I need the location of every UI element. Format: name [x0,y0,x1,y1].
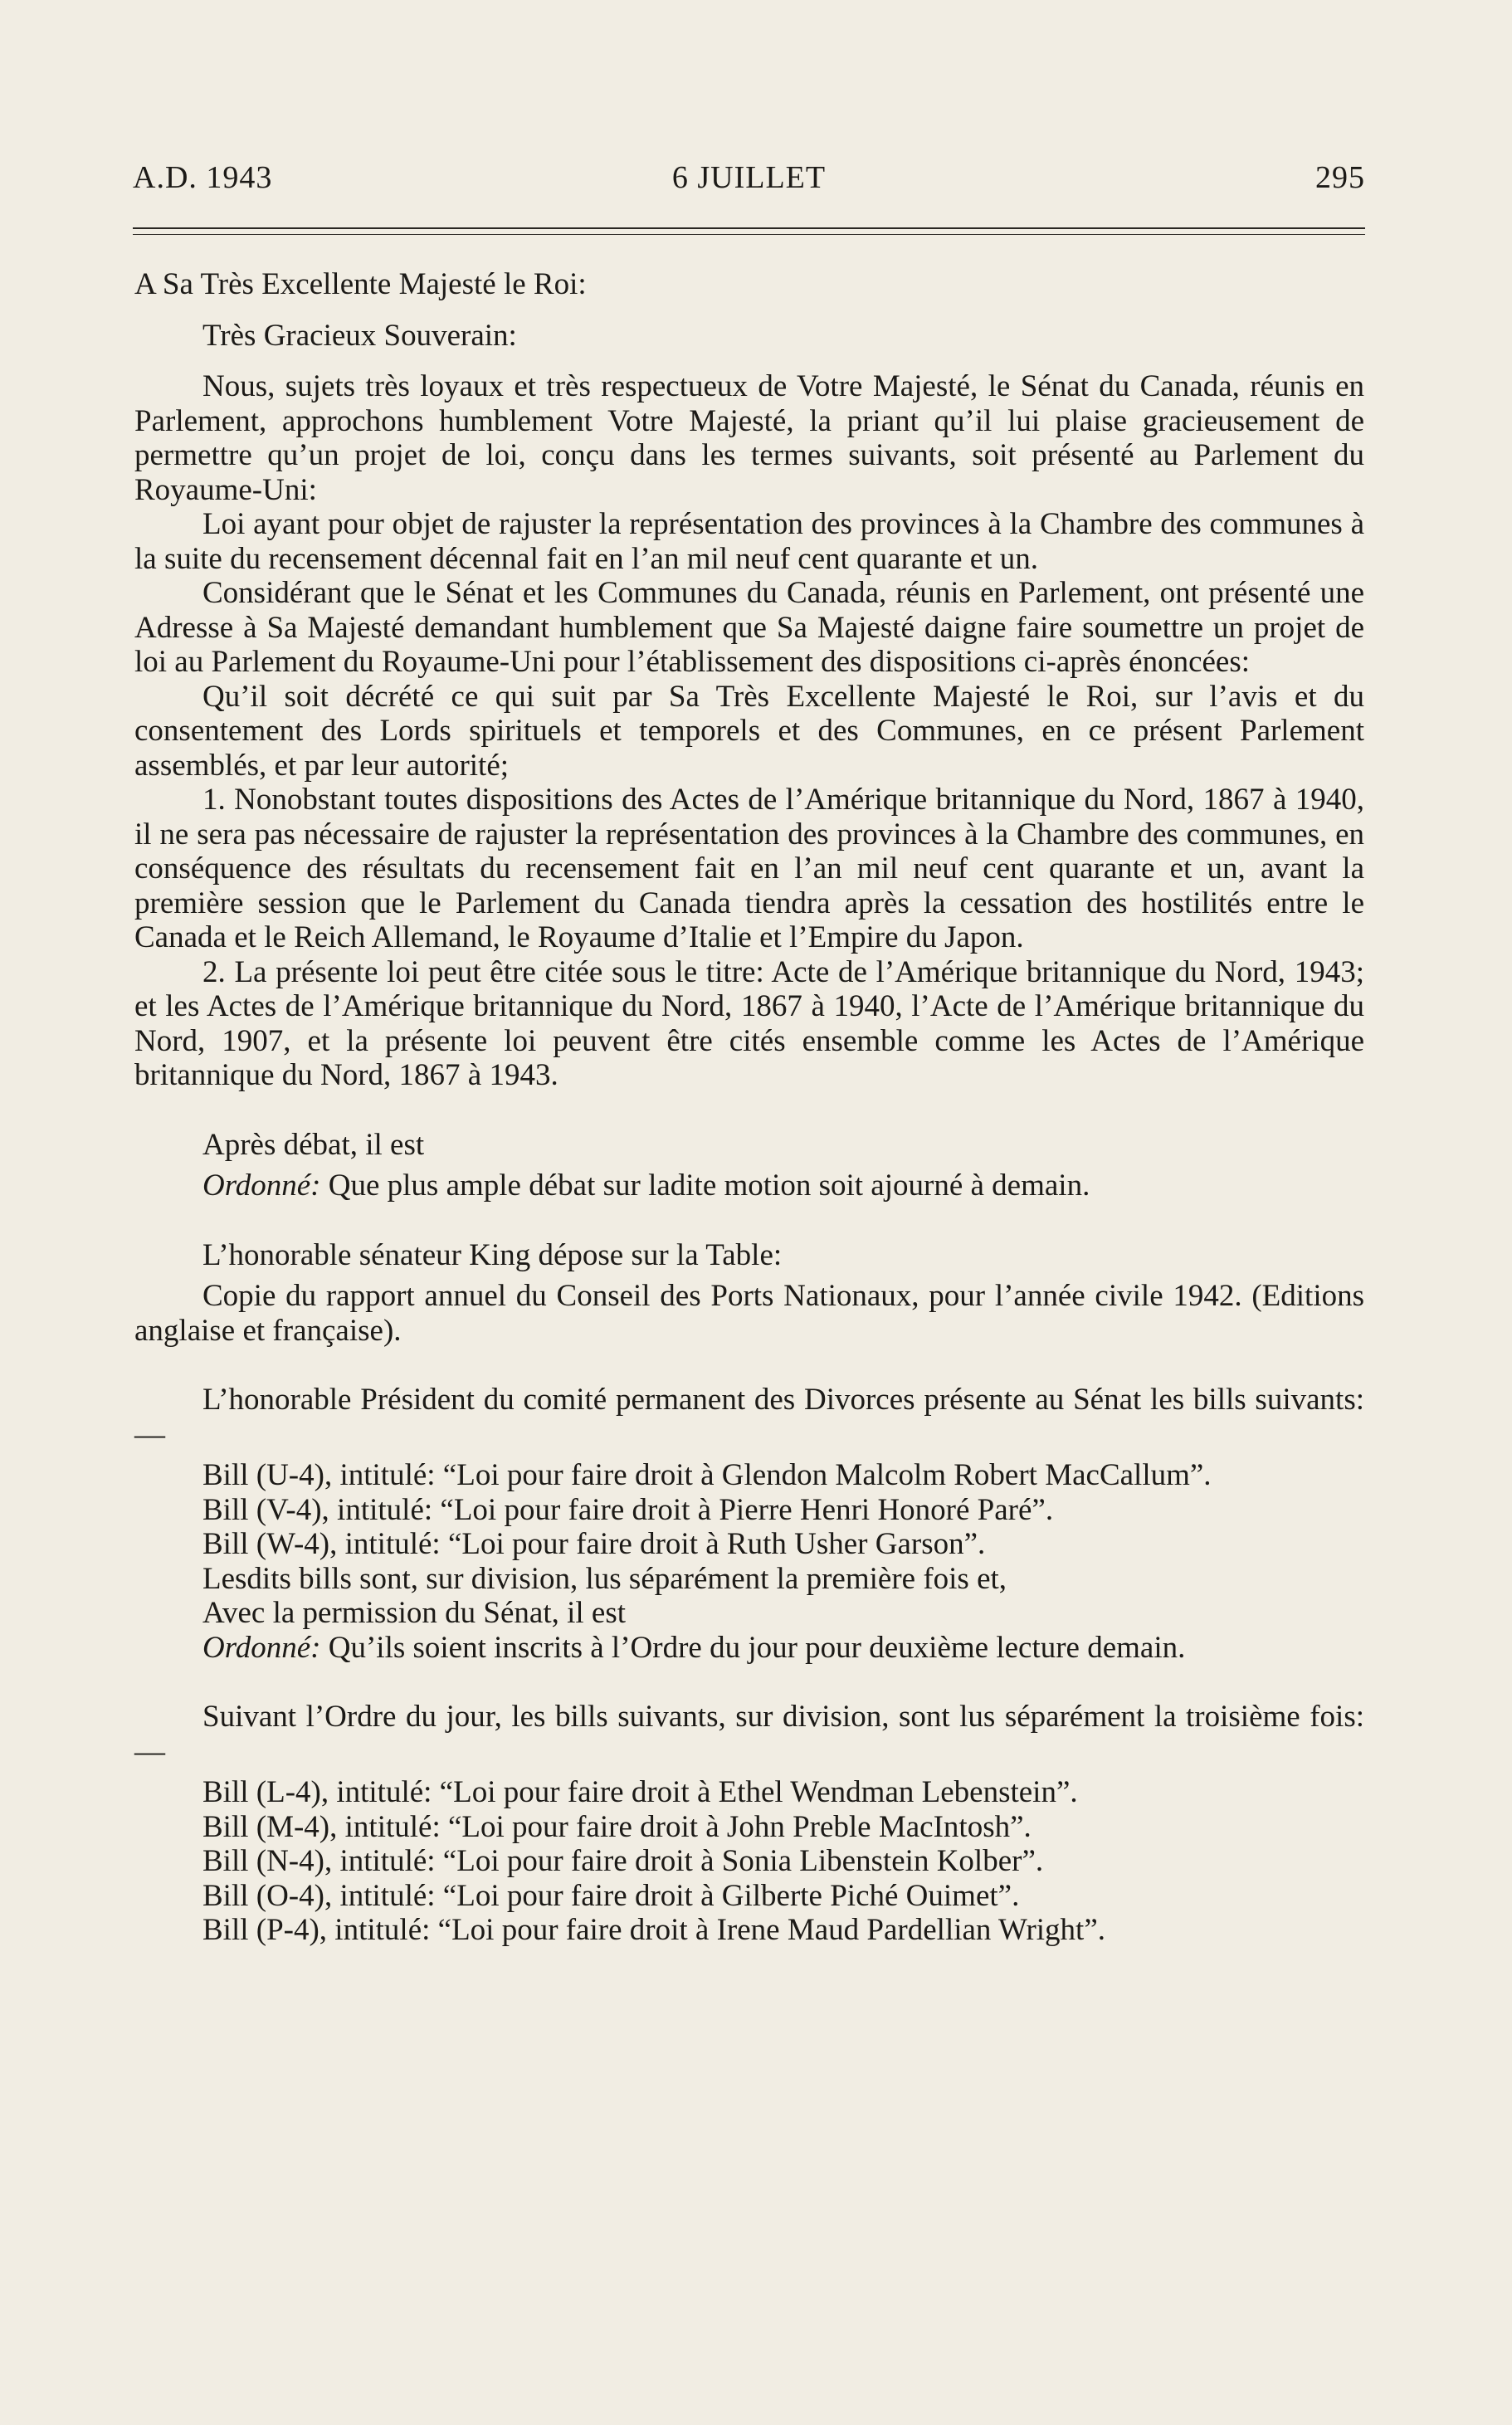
header-date: 6 JUILLET [671,160,827,195]
divorces-read-line: Lesdits bills sont, sur division, lus séparément la première fois et, [202,1561,1007,1596]
header-rule [133,227,1365,229]
third-reading-bill-item: Bill (P-4), intitulé: “Loi pour faire droit à Irene Maud Pardellian Wright”. [202,1913,1105,1947]
address-salutation: A Sa Très Excellente Majesté le Roi: [134,267,587,301]
divorces-permission-line: Avec la permission du Sénat, il est [202,1596,627,1630]
section-1-paragraph: 1. Nonobstant toutes dispositions des Actes de l’Amérique britannique du Nord, 1867 à 1940, il ne sera pas nécessaire de rajuster la représentation des provinces à la Chambre des communes, en conséquence des résultats du recensement fait en l’an mil neuf cent quarante et un, avant la première session que le Parlement du Canada tiendra après la cessation des hostilités entre le Canada et le Reich Allemand, le Royaume d’Italie et l’Empire du Japon. [134,783,1364,954]
enactment-paragraph: Qu’il soit décrété ce qui suit par Sa Très Excellente Majesté le Roi, sur l’avis et du consentement des Lords spirituels et temporels et des Communes, en ce présent Parlement assemblés, et par leur autorité; [134,679,1364,783]
ordered-text: Que plus ample débat sur ladite motion soit ajourné à demain. [320,1169,1090,1203]
header-rule-thin [133,234,1365,235]
divorces-order [134,1631,1364,1666]
ordered-text: Qu’ils soient inscrits à l’Ordre du jour pour deuxième lecture demain. [320,1630,1186,1665]
third-reading-bill-item: Bill (L-4), intitulé: “Loi pour faire droit à Ethel Wendman Lebenstein”. [202,1775,1078,1809]
third-reading-intro: Suivant l’Ordre du jour, les bills suivants, sur division, sont lus séparément la troisième fois:— [134,1700,1364,1769]
header-year: A.D. 1943 [133,160,273,195]
third-reading-bill-item: Bill (M-4), intitulé: “Loi pour faire droit à John Preble MacIntosh”. [202,1809,1032,1844]
king-report: Copie du rapport annuel du Conseil des Ports Nationaux, pour l’année civile 1942. (Editions anglaise et française). [134,1279,1364,1348]
page-number: 295 [1315,160,1365,195]
king-tabling: L’honorable sénateur King dépose sur la Table: [202,1237,783,1272]
page-header [133,159,1365,201]
debate-line: Après débat, il est [202,1127,425,1162]
divorce-bill-item: Bill (W-4), intitulé: “Loi pour faire droit à Ruth Usher Garson”. [202,1527,986,1561]
bill-title-paragraph: Loi ayant pour objet de rajuster la représentation des provinces à la Chambre des communes à la suite du recensement décennal fait en l’an mil neuf cent quarante et un. [134,507,1364,576]
debate-order [134,1169,1364,1203]
ordered-label: Ordonné: [202,1169,321,1203]
third-reading-bill-item: Bill (N-4), intitulé: “Loi pour faire droit à Sonia Libenstein Kolber”. [202,1844,1044,1878]
preamble-paragraph: Considérant que le Sénat et les Communes du Canada, réunis en Parlement, ont présenté une Adresse à Sa Majesté demandant humblement que Sa Majesté daigne faire soumettre un projet de loi au Parlement du Royaume-Uni pour l’établissement des dispositions ci-après énoncées: [134,576,1364,679]
section-2-paragraph: 2. La présente loi peut être citée sous le titre: Acte de l’Amérique britannique du Nord, 1943; et les Actes de l’Amérique britannique du Nord, 1867 à 1940, l’Acte de l’Amérique britannique du Nord, 1907, et la présente loi peuvent être cités ensemble comme les Actes de l’Amérique britannique du Nord, 1867 à 1943. [134,954,1364,1092]
divorce-bill-item: Bill (V-4), intitulé: “Loi pour faire droit à Pierre Henri Honoré Paré”. [202,1492,1054,1527]
third-reading-bill-item: Bill (O-4), intitulé: “Loi pour faire droit à Gilberte Piché Ouimet”. [202,1878,1020,1913]
address-greeting: Très Gracieux Souverain: [202,318,517,353]
ordered-label: Ordonné: [202,1630,321,1665]
page-body [134,267,1364,1948]
divorce-bill-item: Bill (U-4), intitulé: “Loi pour faire droit à Glendon Malcolm Robert MacCallum”. [202,1458,1212,1492]
divorces-intro: L’honorable Président du comité permanent des Divorces présente au Sénat les bills suivants:— [134,1383,1364,1452]
address-paragraph: Nous, sujets très loyaux et très respectueux de Votre Majesté, le Sénat du Canada, réunis en Parlement, approchons humblement Votre Majesté, la priant qu’il lui plaise gracieusement de permettre qu’un projet de loi, conçu dans les termes suivants, soit présenté au Parlement du Royaume-Uni: [134,369,1364,507]
